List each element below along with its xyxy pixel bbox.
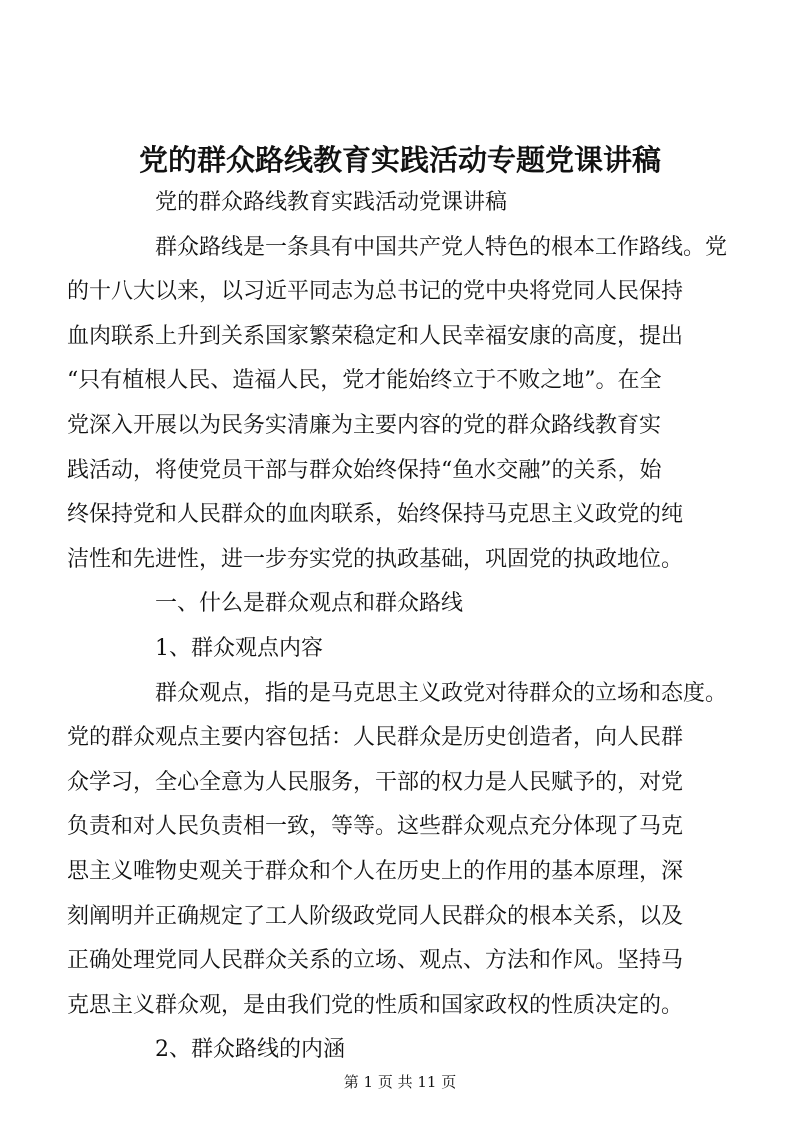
paragraph-mass-viewpoint	[67, 672, 728, 1029]
text-line: 2、群众路线的内涵	[155, 1037, 345, 1063]
text-line: 血肉联系上升到关系国家繁荣稳定和人民幸福安康的高度，提出	[67, 323, 684, 349]
text-line: 众学习，全心全意为人民服务，干部的权力是人民赋予的，对党	[67, 769, 684, 795]
text-line: 负责和对人民负责相一致，等等。这些群众观点充分体现了马克	[67, 814, 684, 840]
document-body	[67, 181, 728, 1073]
subsection-heading	[111, 627, 711, 672]
text-line: 群众观点，指的是马克思主义政党对待群众的立场和态度。	[155, 680, 728, 706]
text-line: 党的群众路线教育实践活动党课讲稿	[155, 190, 508, 215]
page-footer: 第 1 页 共 11 页	[343, 1073, 457, 1091]
subsection-heading	[111, 1028, 711, 1073]
text-line: 正确处理党同人民群众关系的立场、观点、方法和作风。坚持马	[67, 948, 684, 974]
paragraph-subtitle	[111, 181, 711, 226]
section-heading	[111, 582, 711, 627]
text-line: 1、群众观点内容	[155, 635, 323, 661]
text-line: “只有植根人民、造福人民，党才能始终立于不败之地”。在全	[67, 368, 662, 394]
text-line: 的十八大以来，以习近平同志为总书记的党中央将党同人民保持	[67, 279, 684, 305]
paragraph-intro	[67, 226, 728, 583]
text-line: 党深入开展以为民务实清廉为主要内容的党的群众路线教育实	[67, 412, 662, 438]
text-line: 终保持党和人民群众的血肉联系，始终保持马克思主义政党的纯	[67, 502, 684, 528]
document-title: 党的群众路线教育实践活动专题党课讲稿	[138, 143, 661, 177]
text-line: 思主义唯物史观关于群众和个人在历史上的作用的基本原理，深	[67, 858, 684, 884]
text-line: 党的群众观点主要内容包括：人民群众是历史创造者，向人民群	[67, 725, 684, 751]
text-line: 践活动，将使党员干部与群众始终保持“鱼水交融”的关系，始	[67, 457, 662, 483]
text-line: 群众路线是一条具有中国共产党人特色的根本工作路线。党	[155, 234, 728, 260]
text-line: 一、什么是群众观点和群众路线	[155, 591, 464, 617]
text-line: 克思主义群众观，是由我们党的性质和国家政权的性质决定的。	[67, 992, 684, 1018]
text-line: 刻阐明并正确规定了工人阶级政党同人民群众的根本关系，以及	[67, 903, 684, 929]
text-line: 洁性和先进性，进一步夯实党的执政基础，巩固党的执政地位。	[67, 546, 684, 572]
